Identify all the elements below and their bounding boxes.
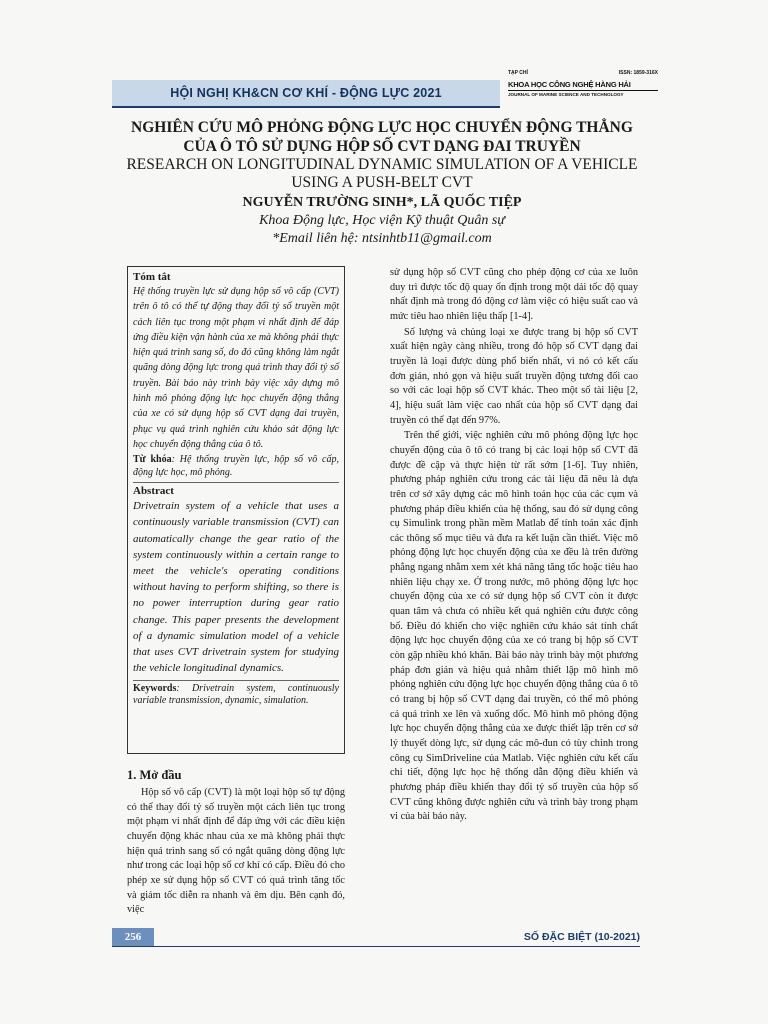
title-en-line-1: RESEARCH ON LONGITUDINAL DYNAMIC SIMULATION OF A VEHICLE	[126, 156, 638, 173]
summary-text: Hệ thống truyền lực sử dụng hộp số vô cấp (CVT) trên ô tô có thể tự động thay đổi tỷ số truyền một cách liên tục trong một phạm vi nhất định để đáp ứng điều kiện vận hành của xe mà không phải thực hiện quá trình sang số, do đó cũng không làm ngắt quãng dòng động lực trong quá trình thay đổi tỷ số truyền. Bài báo này trình bày việc xây dựng mô hình mô phỏng động lực học chuyển động thẳng của xe có sử dụng hộp số CVT dạng đai truyền, phục vụ quá trình nghiên cứu khảo sát động lực học chuyển động thẳng của ô tô.	[133, 286, 339, 450]
affiliation: Khoa Động lực, Học viện Kỹ thuật Quân sự	[259, 213, 505, 228]
keywords-en-label: Keywords	[133, 682, 177, 694]
keywords-en	[133, 683, 339, 708]
issue-label: SỐ ĐẶC BIỆT (10-2021)	[523, 931, 640, 943]
footer-rule	[112, 946, 640, 947]
journal-issn: ISSN: 1859-316X	[618, 70, 658, 76]
keywords-vi-text: : Hệ thống truyền lực, hộp số vô cấp, động lực học, mô phỏng.	[133, 454, 339, 478]
abstract-box	[127, 266, 345, 754]
title-block	[112, 118, 652, 248]
body-paragraph: Trên thế giới, việc nghiên cứu mô phỏng động lực học chuyển động của ô tô có trang bị các loại hộp số CVT đã được đề cập và thực hiện từ rất sớm [1-6]. Tuy nhiên, phương pháp nghiên cứu trong các tài liệu đã nêu là dựa trên cơ sở xây dựng các mô hình toán học của các cụm và phương pháp điều khiển của hệ thống, sau đó sử dụng công cụ Simulink trong phần mềm Matlab để tính toán xác định các thông số mục tiêu và đưa ra kết luận cần thiết. Việc mô phỏng động lực học chuyển động của xe đều là trên đường phẳng ngang nhằm xem xét khả năng tăng tốc hoặc tiêu hao nhiên liệu chạy xe. Ở trong nước, mô phỏng động lực học chuyển động của xe có sử dụng hộp số CVT còn ít được quan tâm và chưa có nhiều kết quả nghiên cứu được công bố. Điều đó khiến cho việc nghiên cứu khảo sát tính chất động lực học chuyển động của xe có trang bị hộp số CVT còn gặp nhiều khó khăn. Bài báo này trình bày một phương pháp đơn giản và hiệu quả nhằm thiết lập mô hình mô phỏng nghiên cứu động lực học chuyển động thẳng của ô tô có trang bị hộp số CVT dạng đai truyền, có thể mô phỏng cả quá trình xe lên và xuống dốc. Mô hình mô phỏng động lực học chuyển động thẳng của xe được thiết lập trên cơ sở lý thuyết dòng lực, sử dụng các mô-đun có tùy chỉnh trong công cụ SimDriveline của Matlab. Việc nghiên cứu kết cấu chi tiết, động lực học hệ thống dẫn động điều khiển và phương pháp điều khiển thay đổi tỷ số truyền của hộp số CVT cũng không được nghiên cứu và trình bày trong phạm vi của bài báo này.	[390, 430, 638, 823]
journal-divider	[508, 90, 658, 91]
body-column-left	[127, 786, 345, 919]
contact-email: *Email liên hệ: ntsinhtb11@gmail.com	[272, 231, 492, 246]
title-vi-line-2: CỦA Ô TÔ SỬ DỤNG HỘP SỐ CVT DẠNG ĐAI TRUYỀN	[183, 138, 581, 155]
abstract-text: Drivetrain system of a vehicle that uses a continuously variable transmission (CVT) can automatically change the gear ratio of the system continuously within a certain range to meet the vehicle's operating conditions without having to perform shifting, so there is no power interruption during gear ratio change. This paper presents the development of a dynamic simulation model of a vehicle that uses CVT drivetrain system for studying the vehicle longitudinal dynamics.	[133, 500, 339, 675]
title-en-line-2: USING A PUSH-BELT CVT	[291, 174, 473, 191]
journal-masthead	[508, 70, 658, 110]
page-number: 256	[112, 928, 154, 946]
abstract-heading: Abstract	[133, 485, 174, 498]
journal-kicker: TẠP CHÍ	[508, 70, 528, 76]
conference-title: HỘI NGHỊ KH&CN CƠ KHÍ - ĐỘNG LỰC 2021	[170, 86, 442, 100]
title-vi-line-1: NGHIÊN CỨU MÔ PHỎNG ĐỘNG LỰC HỌC CHUYỂN ĐỘNG THẲNG	[131, 119, 633, 136]
keywords-vi-label: Từ khóa	[133, 454, 172, 466]
authors: NGUYỄN TRƯỜNG SINH*, LÃ QUỐC TIỆP	[242, 195, 522, 210]
body-column-right	[390, 266, 638, 826]
abstract-divider	[133, 482, 339, 483]
body-paragraph: sử dụng hộp số CVT cũng cho phép động cơ của xe luôn duy trì được tốc độ quay ổn định trong một dải tốc độ quay nhất định mà trong đó động cơ làm việc có hiệu suất cao và mức tiêu hao nhiên liệu thấp [1-4].	[390, 267, 638, 322]
conference-banner	[112, 80, 500, 108]
keywords-en-text: : Drivetrain system, continuously variable transmission, dynamic, simulation.	[133, 682, 339, 706]
section-heading: 1. Mở đầu	[127, 768, 182, 782]
keywords-divider	[133, 680, 339, 681]
journal-name-en: JOURNAL OF MARINE SCIENCE AND TECHNOLOGY	[508, 92, 624, 97]
journal-name: KHOA HỌC CÔNG NGHỆ HÀNG HẢI	[508, 80, 631, 89]
summary-heading: Tóm tắt	[133, 271, 171, 283]
keywords-vi	[133, 454, 339, 479]
body-paragraph: Hộp số vô cấp (CVT) là một loại hộp số tự động có thể thay đổi tỷ số truyền một cách liên tục trong một phạm vi nhất định để đáp ứng với các điều kiện chuyển động khác nhau của xe mà không phải thực hiện quá trình sang số có ngắt quãng dòng động lực như trong các loại hộp số cơ khí có cấp. Điều đó cho phép xe sử dụng hộp số CVT có quá trình tăng tốc và giảm tốc diễn ra nhanh và êm dịu. Bên cạnh đó, việc	[127, 787, 345, 916]
body-paragraph: Số lượng và chủng loại xe được trang bị hộp số CVT xuất hiện ngày càng nhiều, trong đó hộp số CVT dạng đai truyền là loại được dùng phổ biến nhất, vì nó có kết cấu đơn giản, nhỏ gọn và hiệu suất truyền động tương đối cao so với các loại hộp số CVT khác. Theo một số tài liệu [2, 4], hiệu suất làm việc cao nhất của hộp số CVT dạng đai truyền có thể đạt đến 97%.	[390, 326, 638, 426]
